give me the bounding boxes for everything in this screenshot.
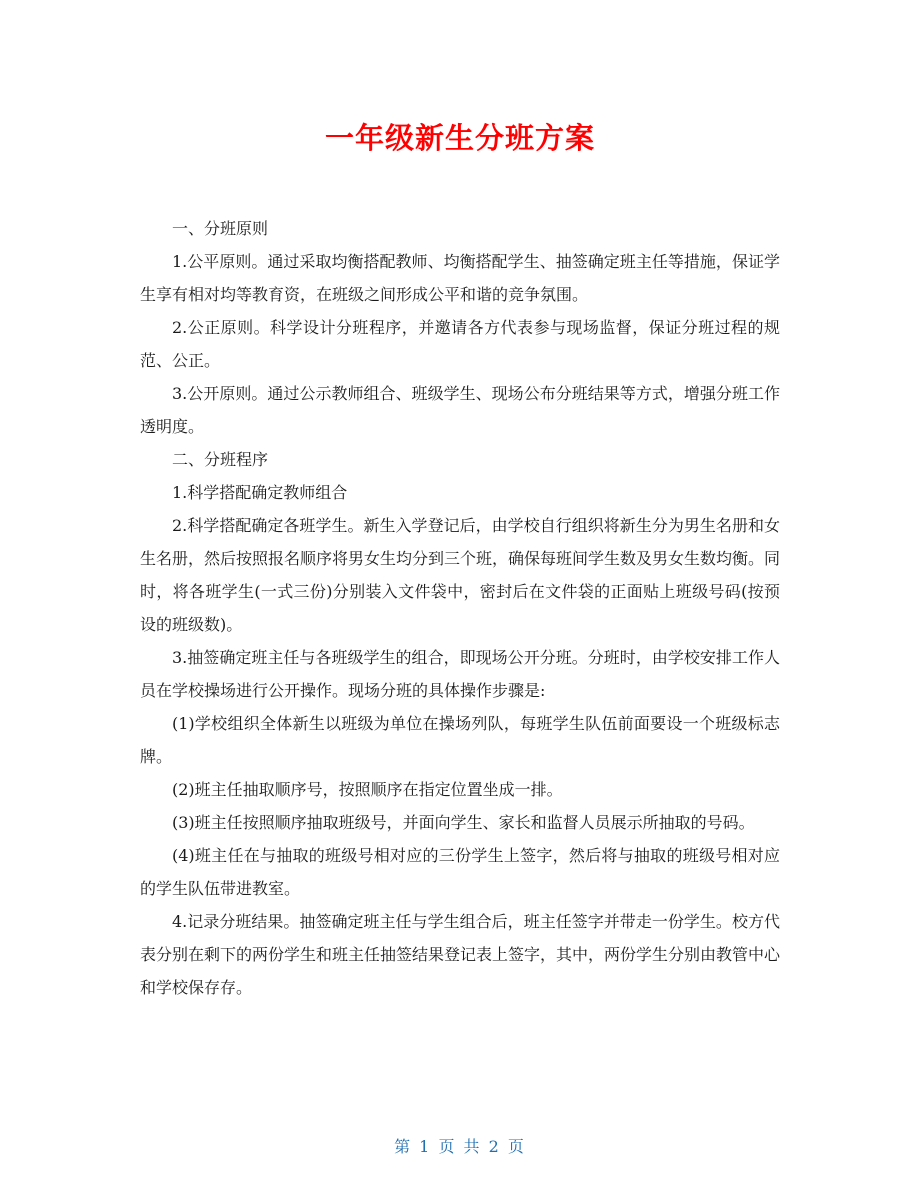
step-3: (3)班主任按照顺序抽取班级号，并面向学生、家长和监督人员展示所抽取的号码。	[172, 813, 755, 832]
section-heading-procedure: 二、分班程序	[172, 450, 269, 469]
paragraph-justice: 2.公正原则。科学设计分班程序，并邀请各方代表参与现场监督，保证分班过程的规范、公正。	[140, 318, 780, 370]
paragraph-record-results: 4.记录分班结果。抽签确定班主任与学生组合后，班主任签字并带走一份学生。校方代表分别在剩下的两份学生和班主任抽签结果登记表上签字，其中，两份学生分别由教管中心和学校保存存。	[140, 912, 781, 997]
paragraph-teacher-grouping: 1.科学搭配确定教师组合	[172, 483, 348, 502]
paragraph-lottery: 3.抽签确定班主任与各班级学生的组合，即现场公开分班。分班时，由学校安排工作人员在学校操场进行公开操作。现场分班的具体操作步骤是:	[140, 648, 780, 700]
document-body	[140, 212, 780, 1004]
step-1: (1)学校组织全体新生以班级为单位在操场列队，每班学生队伍前面要设一个班级标志牌。	[140, 714, 780, 766]
step-4: (4)班主任在与抽取的班级号相对应的三份学生上签字，然后将与抽取的班级号相对应的学生队伍带进教室。	[140, 846, 780, 898]
paragraph-openness: 3.公开原则。通过公示教师组合、班级学生、现场公布分班结果等方式，增强分班工作透明度。	[140, 384, 780, 436]
section-heading-principles: 一、分班原则	[172, 219, 269, 238]
paragraph-student-grouping: 2.科学搭配确定各班学生。新生入学登记后，由学校自行组织将新生分为男生名册和女生名册，然后按照报名顺序将男女生均分到三个班，确保每班间学生数及男女生数均衡。同时，将各班学生(一式三份)分别装入文件袋中，密封后在文件袋的正面贴上班级号码(按预设的班级数)。	[140, 516, 781, 634]
document-title: 一年级新生分班方案	[324, 121, 595, 155]
page-number-footer: 第 1 页 共 2 页	[394, 1137, 526, 1156]
paragraph-fairness: 1.公平原则。通过采取均衡搭配教师、均衡搭配学生、抽签确定班主任等措施，保证学生享有相对均等教育资，在班级之间形成公平和谐的竞争氛围。	[140, 252, 780, 304]
step-2: (2)班主任抽取顺序号，按照顺序在指定位置坐成一排。	[172, 780, 563, 799]
